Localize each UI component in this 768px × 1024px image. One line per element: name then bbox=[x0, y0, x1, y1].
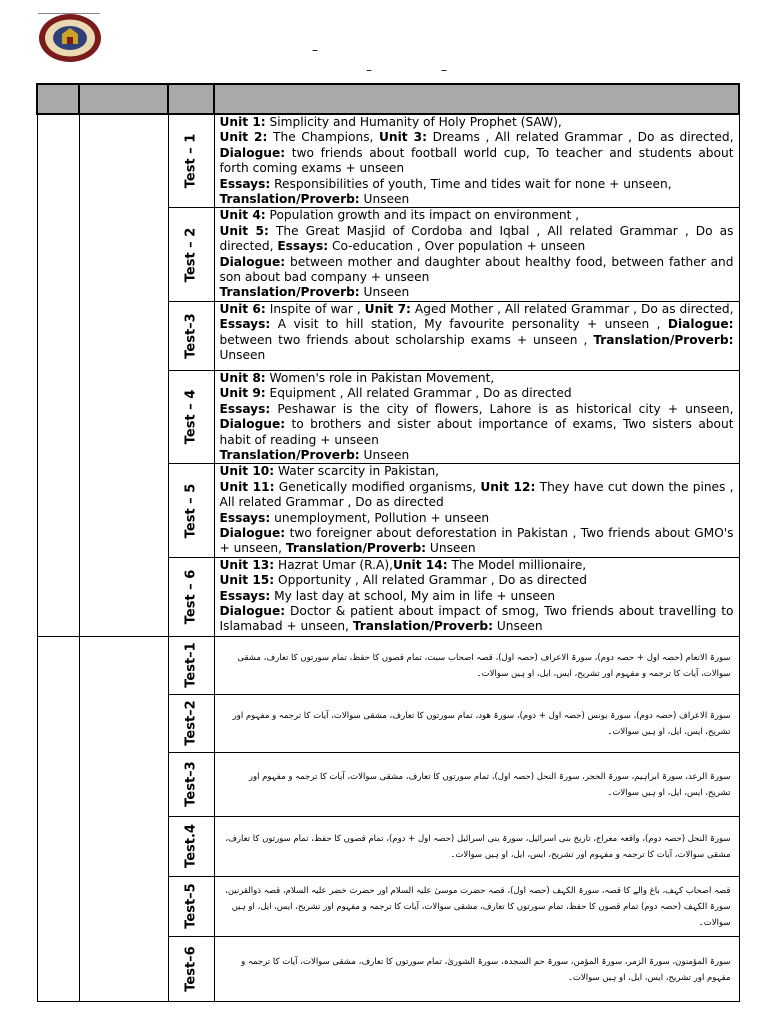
topic-text: Unseen bbox=[493, 619, 543, 634]
topic-text: Equipment , All related Grammar , Do as directed bbox=[265, 386, 572, 401]
topic-heading: Essays: bbox=[219, 401, 271, 416]
topic-text: They have cut down the pines , All related Grammar , Do as directed bbox=[219, 479, 734, 510]
topic-text: two foreigner about deforestation in Pakistan , Two friends about GMO's + unseen, bbox=[219, 525, 734, 556]
test-label-cell bbox=[168, 876, 214, 936]
syllabus-line bbox=[220, 285, 734, 300]
topic-heading: Unit 5: bbox=[219, 223, 269, 238]
urdu-syllabus-text: سورۃ النحل (حصہ دوم)، واقعہ معراج، تاریخ بنی اسرائیل، سورۃ بنی اسرائیل (حصہ اول + دوم)، تمام قصوں کا حفظ، تمام سورتوں کا تعارف، مشقی سوالات، آیات کا ترجمہ و مفہوم اور تشریح، ایس، ایل، او ہیں سوالات۔ bbox=[225, 834, 731, 861]
syllabus-content-cell bbox=[214, 557, 739, 636]
syllabus-content-cell bbox=[214, 370, 739, 463]
test-label-cell bbox=[168, 752, 214, 816]
topic-text: Unseen bbox=[359, 447, 410, 462]
syllabus-content-cell bbox=[214, 464, 739, 557]
topic-heading: Translation/Proverb: bbox=[352, 619, 493, 634]
syllabus-line bbox=[220, 115, 734, 130]
header-dash: – bbox=[366, 63, 372, 77]
syllabus-line bbox=[220, 558, 734, 573]
topic-heading: Dialogue: bbox=[219, 254, 286, 269]
topic-heading: Unit 3: bbox=[379, 130, 427, 145]
topic-text: between mother and daughter about healthy food, between father and son about bad company + unseen bbox=[219, 254, 734, 285]
topic-heading: Unit 8: bbox=[219, 370, 266, 385]
test-label: Test – 4 bbox=[183, 389, 199, 445]
syllabus-content-cell bbox=[214, 816, 739, 876]
test-label: Test–3 bbox=[183, 761, 199, 807]
topic-text: The Great Masjid of Cordoba and Iqbal , All related Grammar , Do as directed, bbox=[219, 223, 734, 254]
topic-text: Aged Mother , All related Grammar , Do as directed, bbox=[410, 301, 734, 316]
test-label: Test – 1 bbox=[183, 133, 199, 189]
english-syllabus-text bbox=[215, 208, 739, 300]
topic-text: two friends about football world cup, To teacher and students about forth coming exams + unseen bbox=[219, 145, 734, 176]
topic-text: Dreams , All related Grammar , Do as directed, bbox=[426, 130, 734, 145]
test-label: Test–2 bbox=[183, 700, 199, 746]
topic-heading: Translation/Proverb: bbox=[219, 447, 360, 462]
topic-text: My last day at school, My aim in life + unseen bbox=[270, 588, 556, 603]
topic-heading: Translation/Proverb: bbox=[593, 332, 734, 347]
topic-text: Unseen bbox=[219, 348, 266, 363]
test-label: Test–6 bbox=[183, 946, 199, 992]
header-dash: – bbox=[312, 43, 318, 57]
topic-heading: Unit 9: bbox=[219, 386, 266, 401]
syllabus-table bbox=[36, 83, 740, 1002]
topic-text: Inspite of war , bbox=[265, 301, 365, 316]
table-header-row bbox=[37, 84, 739, 114]
header-cell bbox=[214, 84, 739, 114]
topic-text: A visit to hill station, My favourite personality + unseen , bbox=[270, 317, 668, 332]
topic-text: Simplicity and Humanity of Holy Prophet (SAW), bbox=[265, 115, 562, 129]
syllabus-content-cell bbox=[214, 694, 739, 752]
header-cell bbox=[37, 84, 79, 114]
topic-heading: Essays: bbox=[219, 510, 271, 525]
syllabus-line bbox=[220, 511, 734, 526]
test-label-cell bbox=[168, 114, 214, 208]
topic-heading: Translation/Proverb: bbox=[219, 285, 360, 300]
topic-text: The Champions, bbox=[267, 130, 380, 145]
topic-heading: Essays: bbox=[219, 176, 271, 191]
test-label: Test – 5 bbox=[183, 483, 199, 538]
topic-heading: Unit 12: bbox=[480, 479, 536, 494]
topic-text: Population growth and its impact on environment , bbox=[265, 208, 580, 223]
header-cell bbox=[79, 84, 168, 114]
test-label-cell bbox=[168, 816, 214, 876]
topic-heading: Essays: bbox=[219, 317, 271, 332]
test-label-cell bbox=[168, 464, 214, 557]
topic-text: The Model millionaire, bbox=[447, 557, 587, 572]
topic-text: Unseen bbox=[359, 192, 410, 207]
topic-text: Co-education , Over population + unseen bbox=[328, 239, 586, 254]
syllabus-line bbox=[220, 386, 734, 401]
syllabus-line bbox=[220, 464, 734, 479]
english-syllabus-text bbox=[215, 464, 739, 556]
topic-heading: Unit 4: bbox=[219, 208, 266, 223]
subject-name-cell bbox=[79, 114, 168, 636]
syllabus-content-cell bbox=[214, 936, 739, 1001]
topic-heading: Dialogue: bbox=[219, 145, 286, 160]
topic-heading: Essays: bbox=[277, 239, 329, 254]
syllabus-line bbox=[220, 208, 734, 223]
syllabus-line bbox=[220, 130, 734, 176]
syllabus-line bbox=[220, 255, 734, 286]
test-label: Test.4 bbox=[183, 824, 199, 869]
topic-heading: Dialogue: bbox=[219, 525, 286, 540]
topic-text: Genetically modified organisms, bbox=[274, 479, 481, 494]
topic-text: Water scarcity in Pakistan, bbox=[274, 464, 440, 479]
subject-cell bbox=[37, 636, 79, 1001]
topic-heading: Unit 2: bbox=[219, 130, 268, 145]
header-dash: – bbox=[441, 63, 447, 77]
syllabus-line bbox=[220, 302, 734, 364]
topic-heading: Unit 11: bbox=[219, 479, 275, 494]
syllabus-content-cell bbox=[214, 876, 739, 936]
test-label: Test–5 bbox=[183, 883, 199, 929]
topic-text: between two friends about scholarship exams + unseen , bbox=[219, 332, 594, 347]
syllabus-content-cell bbox=[214, 752, 739, 816]
topic-heading: Unit 14: bbox=[392, 557, 448, 572]
english-syllabus-text bbox=[215, 115, 739, 207]
topic-text: to brothers and sister about importance of exams, Two sisters about habit of reading + unseen bbox=[219, 417, 734, 447]
school-crest-logo bbox=[38, 13, 102, 63]
topic-heading: Dialogue: bbox=[667, 317, 734, 332]
syllabus-line bbox=[220, 402, 734, 448]
topic-text: Unseen bbox=[359, 285, 410, 300]
test-label-cell bbox=[168, 694, 214, 752]
test-label-cell bbox=[168, 557, 214, 636]
test-label-cell bbox=[168, 636, 214, 694]
urdu-syllabus-text: سورۃ الاعراف (حصہ دوم)، سورۃ یونس (حصہ اول + دوم)، سورۃ ھود، تمام سورتوں کا تعارف، مشقی سوالات، آیات کا ترجمہ و مفہوم اور تشریح، ایس، ایل، او ہیں سوالات۔ bbox=[232, 711, 731, 738]
test-label-cell bbox=[168, 208, 214, 301]
topic-text: Women's role in Pakistan Movement, bbox=[265, 370, 495, 385]
syllabus-line bbox=[220, 192, 734, 207]
topic-heading: Translation/Proverb: bbox=[285, 541, 427, 556]
topic-text: Hazrat Umar (R.A), bbox=[274, 557, 393, 572]
topic-text: Peshawar is the city of flowers, Lahore is as historical city + unseen, bbox=[270, 401, 734, 416]
topic-text: unemployment, Pollution + unseen bbox=[270, 510, 490, 525]
topic-heading: Unit 1: bbox=[219, 115, 266, 129]
syllabus-line bbox=[220, 224, 734, 255]
urdu-syllabus-text: سورۃ المؤمنون، سورۃ الزمر، سورۃ المؤمن، سورۃ حم السجدہ، سورۃ الشوریٰ، تمام سورتوں کا تعارف، مشقی سوالات، آیات کا ترجمہ و مفہوم اور تشریح، ایس، ایل، او ہیں سوالات۔ bbox=[241, 956, 731, 983]
english-syllabus-text bbox=[215, 302, 739, 364]
topic-heading: Unit 15: bbox=[219, 573, 275, 588]
syllabus-line bbox=[220, 604, 734, 635]
urdu-syllabus-text: سورۃ الرعد، سورۃ ابراہیم، سورۃ الحجر، سورۃ النحل (حصہ اول)، تمام سورتوں کا تعارف، مشقی سوالات، آیات کا ترجمہ و مفہوم اور تشریح، ایس، ایل، او ہیں سوالات۔ bbox=[248, 772, 731, 799]
syllabus-line bbox=[220, 573, 734, 588]
table-row bbox=[37, 114, 739, 208]
test-label: Test–3 bbox=[183, 313, 199, 359]
test-label: Test–1 bbox=[183, 642, 199, 688]
topic-text: Unseen bbox=[426, 541, 476, 556]
syllabus-content-cell bbox=[214, 636, 739, 694]
topic-heading: Unit 6: bbox=[219, 301, 266, 316]
urdu-syllabus-text: سورۃ الانعام (حصہ اول + حصہ دوم)، سورۃ الاعراف (حصہ اول)، قصہ اصحاب سبت، تمام قصوں کا حفظ، تمام سورتوں کا تعارف، مشقی سوالات، آیات کا ترجمہ و مفہوم اور تشریح، ایس، ایل، او ہیں سوالات۔ bbox=[237, 653, 731, 680]
syllabus-line bbox=[220, 448, 734, 463]
test-label: Test – 6 bbox=[183, 569, 199, 625]
subject-name-cell bbox=[79, 636, 168, 1001]
topic-heading: Unit 7: bbox=[364, 301, 411, 316]
test-label-cell bbox=[168, 370, 214, 463]
topic-heading: Unit 13: bbox=[219, 557, 275, 572]
syllabus-content-cell bbox=[214, 301, 739, 370]
topic-heading: Essays: bbox=[219, 588, 271, 603]
english-syllabus-text bbox=[215, 371, 739, 463]
test-label-cell bbox=[168, 936, 214, 1001]
syllabus-content-cell bbox=[214, 208, 739, 301]
header-cell bbox=[168, 84, 214, 114]
syllabus-line bbox=[220, 480, 734, 511]
topic-heading: Unit 10: bbox=[219, 464, 275, 479]
english-syllabus-text bbox=[215, 558, 739, 635]
topic-heading: Translation/Proverb: bbox=[219, 192, 360, 207]
subject-cell bbox=[37, 114, 79, 636]
syllabus-content-cell bbox=[214, 114, 739, 208]
topic-heading: Dialogue: bbox=[219, 603, 286, 618]
urdu-syllabus-text: قصہ اصحاب کہف، باغ والے کا قصہ، سورۃ الکہف (حصہ اول)، قصہ حضرت موسیٰ علیہ السلام اور حضرت خضر علیہ السلام، قصہ ذوالقرنین، سورۃ الکہف (حصہ دوم) تمام قصوں کا حفظ، تمام سورتوں کا تعارف، مشقی سوالات، آیات کا ترجمہ و مفہوم اور تشریح، ایس، ایل، او ہیں سوالات۔ bbox=[225, 886, 731, 929]
syllabus-line bbox=[220, 589, 734, 604]
topic-text: Doctor & patient about impact of smog, Two friends about travelling to Islamabad + unseen, bbox=[219, 603, 734, 634]
test-label: Test – 2 bbox=[183, 227, 199, 282]
topic-text: Responsibilities of youth, Time and tides wait for none + unseen, bbox=[270, 176, 672, 191]
syllabus-line bbox=[220, 177, 734, 192]
table-row bbox=[37, 636, 739, 694]
syllabus-line bbox=[220, 526, 734, 557]
syllabus-line bbox=[220, 371, 734, 386]
test-label-cell bbox=[168, 301, 214, 370]
topic-heading: Dialogue: bbox=[219, 417, 286, 432]
topic-text: Opportunity , All related Grammar , Do as directed bbox=[274, 573, 588, 588]
